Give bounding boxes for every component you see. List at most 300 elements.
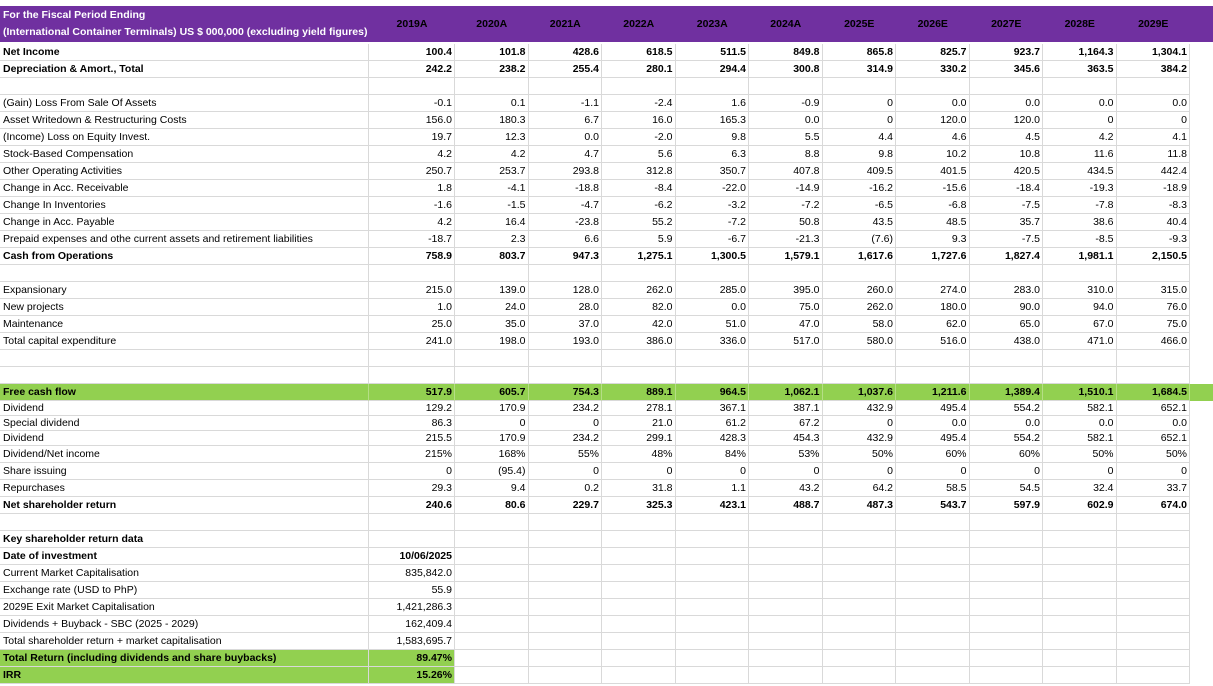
value-cell[interactable]: 4.1 <box>1117 129 1191 146</box>
value-cell[interactable]: 367.1 <box>676 401 750 416</box>
empty-cell[interactable] <box>529 667 603 684</box>
empty-cell[interactable] <box>749 548 823 565</box>
value-cell[interactable]: 387.1 <box>749 401 823 416</box>
empty-cell[interactable] <box>1043 650 1117 667</box>
empty-cell[interactable] <box>970 599 1044 616</box>
value-cell[interactable]: 495.4 <box>896 401 970 416</box>
value-cell[interactable]: 43.5 <box>823 214 897 231</box>
empty-cell[interactable] <box>823 350 897 367</box>
value-cell[interactable]: 674.0 <box>1117 497 1191 514</box>
value-cell[interactable]: 1,211.6 <box>896 384 970 401</box>
value-cell[interactable]: 294.4 <box>676 61 750 78</box>
row-label[interactable]: Net shareholder return <box>0 497 369 514</box>
value-cell[interactable]: 250.7 <box>369 163 455 180</box>
value-cell[interactable]: 86.3 <box>369 416 455 431</box>
value-cell[interactable]: 278.1 <box>602 401 676 416</box>
value-cell[interactable]: 0 <box>970 463 1044 480</box>
value-cell[interactable]: 336.0 <box>676 333 750 350</box>
empty-cell[interactable] <box>1117 531 1191 548</box>
row-label[interactable]: Free cash flow <box>0 384 369 401</box>
empty-cell[interactable] <box>970 78 1044 95</box>
value-cell[interactable]: 5.9 <box>602 231 676 248</box>
value-cell[interactable]: 234.2 <box>529 401 603 416</box>
value-cell[interactable]: 825.7 <box>896 44 970 61</box>
empty-cell[interactable] <box>676 582 750 599</box>
empty-cell[interactable] <box>1117 599 1191 616</box>
empty-cell[interactable] <box>1043 582 1117 599</box>
value-cell[interactable]: -1.6 <box>369 197 455 214</box>
value-cell[interactable]: 315.0 <box>1117 282 1191 299</box>
value-cell[interactable]: 0 <box>1043 463 1117 480</box>
value-cell[interactable]: 428.6 <box>529 44 603 61</box>
empty-cell[interactable] <box>1043 565 1117 582</box>
value-cell[interactable]: 312.8 <box>602 163 676 180</box>
row-label[interactable]: (Income) Loss on Equity Invest. <box>0 129 369 146</box>
value-cell[interactable]: 60% <box>970 446 1044 463</box>
value-cell[interactable]: -3.2 <box>676 197 750 214</box>
value-cell[interactable]: 253.7 <box>455 163 529 180</box>
value-cell[interactable]: -4.7 <box>529 197 603 214</box>
value-cell[interactable]: 50% <box>823 446 897 463</box>
empty-cell[interactable] <box>369 78 455 95</box>
empty-cell[interactable] <box>970 548 1044 565</box>
value-cell[interactable]: 67.0 <box>1043 316 1117 333</box>
key-label[interactable]: Date of investment <box>0 548 369 565</box>
value-cell[interactable]: 170.9 <box>455 431 529 446</box>
empty-cell[interactable] <box>970 650 1044 667</box>
value-cell[interactable]: -8.4 <box>602 180 676 197</box>
value-cell[interactable]: 47.0 <box>749 316 823 333</box>
value-cell[interactable]: 6.7 <box>529 112 603 129</box>
empty-cell[interactable] <box>823 633 897 650</box>
value-cell[interactable]: -7.2 <box>676 214 750 231</box>
empty-cell[interactable] <box>529 548 603 565</box>
value-cell[interactable]: 6.3 <box>676 146 750 163</box>
value-cell[interactable]: 0.0 <box>749 112 823 129</box>
value-cell[interactable]: 511.5 <box>676 44 750 61</box>
value-cell[interactable]: 5.5 <box>749 129 823 146</box>
year-header-cell[interactable]: 2025E <box>844 18 875 30</box>
value-cell[interactable]: 24.0 <box>455 299 529 316</box>
empty-cell[interactable] <box>896 265 970 282</box>
value-cell[interactable]: 1,981.1 <box>1043 248 1117 265</box>
empty-cell[interactable] <box>0 350 369 367</box>
row-label[interactable]: Asset Writedown & Restructuring Costs <box>0 112 369 129</box>
value-cell[interactable]: 384.2 <box>1117 61 1191 78</box>
empty-cell[interactable] <box>602 350 676 367</box>
value-cell[interactable]: 4.6 <box>896 129 970 146</box>
value-cell[interactable]: 62.0 <box>896 316 970 333</box>
value-cell[interactable]: 363.5 <box>1043 61 1117 78</box>
empty-cell[interactable] <box>970 367 1044 384</box>
empty-cell[interactable] <box>1043 599 1117 616</box>
value-cell[interactable]: 262.0 <box>823 299 897 316</box>
value-cell[interactable]: 260.0 <box>823 282 897 299</box>
value-cell[interactable]: 31.8 <box>602 480 676 497</box>
empty-cell[interactable] <box>0 265 369 282</box>
value-cell[interactable]: -19.3 <box>1043 180 1117 197</box>
empty-cell[interactable] <box>823 565 897 582</box>
empty-cell[interactable] <box>823 265 897 282</box>
empty-cell[interactable] <box>896 514 970 531</box>
row-label[interactable]: (Gain) Loss From Sale Of Assets <box>0 95 369 112</box>
value-cell[interactable]: 0 <box>823 95 897 112</box>
year-header-cell[interactable]: 2026E <box>917 18 948 30</box>
value-cell[interactable]: 423.1 <box>676 497 750 514</box>
empty-cell[interactable] <box>455 78 529 95</box>
empty-cell[interactable] <box>529 265 603 282</box>
value-cell[interactable]: 262.0 <box>602 282 676 299</box>
value-cell[interactable]: 434.5 <box>1043 163 1117 180</box>
value-cell[interactable]: 283.0 <box>970 282 1044 299</box>
value-cell[interactable]: 215.5 <box>369 431 455 446</box>
empty-cell[interactable] <box>676 367 750 384</box>
key-label[interactable]: Current Market Capitalisation <box>0 565 369 582</box>
value-cell[interactable]: 240.6 <box>369 497 455 514</box>
empty-cell[interactable] <box>1117 367 1191 384</box>
value-cell[interactable]: -2.0 <box>602 129 676 146</box>
value-cell[interactable]: 605.7 <box>455 384 529 401</box>
value-cell[interactable]: 29.3 <box>369 480 455 497</box>
value-cell[interactable]: 420.5 <box>970 163 1044 180</box>
empty-cell[interactable] <box>529 582 603 599</box>
row-label[interactable]: Dividend/Net income <box>0 446 369 463</box>
empty-cell[interactable] <box>749 565 823 582</box>
empty-cell[interactable] <box>602 548 676 565</box>
value-cell[interactable]: 8.8 <box>749 146 823 163</box>
value-cell[interactable]: 285.0 <box>676 282 750 299</box>
value-cell[interactable]: 35.7 <box>970 214 1044 231</box>
empty-cell[interactable] <box>749 350 823 367</box>
row-label[interactable]: Other Operating Activities <box>0 163 369 180</box>
empty-cell[interactable] <box>823 667 897 684</box>
row-label[interactable]: Share issuing <box>0 463 369 480</box>
value-cell[interactable]: 345.6 <box>970 61 1044 78</box>
empty-cell[interactable] <box>529 531 603 548</box>
value-cell[interactable]: 1,827.4 <box>970 248 1044 265</box>
empty-cell[interactable] <box>0 514 369 531</box>
value-cell[interactable]: (95.4) <box>455 463 529 480</box>
empty-cell[interactable] <box>455 265 529 282</box>
value-cell[interactable]: 32.4 <box>1043 480 1117 497</box>
value-cell[interactable]: 0.0 <box>1043 95 1117 112</box>
empty-cell[interactable] <box>823 582 897 599</box>
empty-cell[interactable] <box>1117 616 1191 633</box>
value-cell[interactable]: 0.0 <box>1117 95 1191 112</box>
empty-cell[interactable] <box>823 78 897 95</box>
value-cell[interactable]: 395.0 <box>749 282 823 299</box>
value-cell[interactable]: 0.0 <box>1117 416 1191 431</box>
empty-cell[interactable] <box>676 633 750 650</box>
value-cell[interactable]: 90.0 <box>970 299 1044 316</box>
empty-cell[interactable] <box>529 616 603 633</box>
empty-cell[interactable] <box>1117 582 1191 599</box>
value-cell[interactable]: 242.2 <box>369 61 455 78</box>
year-header-cell[interactable]: 2021A <box>549 18 581 30</box>
value-cell[interactable]: 168% <box>455 446 529 463</box>
empty-cell[interactable] <box>970 265 1044 282</box>
value-cell[interactable]: 9.3 <box>896 231 970 248</box>
value-cell[interactable]: 50% <box>1043 446 1117 463</box>
row-label[interactable]: Repurchases <box>0 480 369 497</box>
value-cell[interactable]: 618.5 <box>602 44 676 61</box>
value-cell[interactable]: -6.2 <box>602 197 676 214</box>
empty-cell[interactable] <box>455 548 529 565</box>
empty-cell[interactable] <box>1043 667 1117 684</box>
value-cell[interactable]: 964.5 <box>676 384 750 401</box>
value-cell[interactable]: 0 <box>529 416 603 431</box>
empty-cell[interactable] <box>529 367 603 384</box>
empty-cell[interactable] <box>970 616 1044 633</box>
value-cell[interactable]: 4.7 <box>529 146 603 163</box>
value-cell[interactable]: 1.0 <box>369 299 455 316</box>
value-cell[interactable]: 0.1 <box>455 95 529 112</box>
value-cell[interactable]: 6.6 <box>529 231 603 248</box>
value-cell[interactable]: 0.0 <box>676 299 750 316</box>
value-cell[interactable]: 50.8 <box>749 214 823 231</box>
value-cell[interactable]: -22.0 <box>676 180 750 197</box>
empty-cell[interactable] <box>823 531 897 548</box>
value-cell[interactable]: 401.5 <box>896 163 970 180</box>
value-cell[interactable]: 198.0 <box>455 333 529 350</box>
value-cell[interactable]: 432.9 <box>823 431 897 446</box>
row-label[interactable]: Dividend <box>0 401 369 416</box>
empty-cell[interactable] <box>1043 514 1117 531</box>
value-cell[interactable]: 10.2 <box>896 146 970 163</box>
value-cell[interactable]: 407.8 <box>749 163 823 180</box>
value-cell[interactable]: 310.0 <box>1043 282 1117 299</box>
value-cell[interactable]: 0.0 <box>529 129 603 146</box>
empty-cell[interactable] <box>896 548 970 565</box>
key-label[interactable]: Total shareholder return + market capitalisation <box>0 633 369 650</box>
value-cell[interactable]: 16.4 <box>455 214 529 231</box>
value-cell[interactable]: 0 <box>823 416 897 431</box>
value-cell[interactable]: 4.2 <box>455 146 529 163</box>
empty-cell[interactable] <box>749 514 823 531</box>
value-cell[interactable]: 65.0 <box>970 316 1044 333</box>
value-cell[interactable]: 454.3 <box>749 431 823 446</box>
value-cell[interactable]: 0 <box>749 463 823 480</box>
value-cell[interactable]: -7.5 <box>970 231 1044 248</box>
value-cell[interactable]: 754.3 <box>529 384 603 401</box>
key-value[interactable]: 1,421,286.3 <box>369 599 455 616</box>
empty-cell[interactable] <box>602 78 676 95</box>
value-cell[interactable]: 1,684.5 <box>1117 384 1191 401</box>
key-label[interactable]: IRR <box>0 667 369 684</box>
empty-cell[interactable] <box>896 350 970 367</box>
value-cell[interactable]: 314.9 <box>823 61 897 78</box>
empty-cell[interactable] <box>676 78 750 95</box>
empty-cell[interactable] <box>602 367 676 384</box>
value-cell[interactable]: 75.0 <box>749 299 823 316</box>
empty-cell[interactable] <box>970 582 1044 599</box>
year-header-cell[interactable]: 2028E <box>1064 18 1095 30</box>
value-cell[interactable]: 602.9 <box>1043 497 1117 514</box>
value-cell[interactable]: 82.0 <box>602 299 676 316</box>
value-cell[interactable]: -7.2 <box>749 197 823 214</box>
empty-cell[interactable] <box>455 633 529 650</box>
value-cell[interactable]: 238.2 <box>455 61 529 78</box>
value-cell[interactable]: 299.1 <box>602 431 676 446</box>
value-cell[interactable]: 325.3 <box>602 497 676 514</box>
header-title-cell[interactable] <box>0 6 369 42</box>
value-cell[interactable]: 580.0 <box>823 333 897 350</box>
value-cell[interactable]: 758.9 <box>369 248 455 265</box>
value-cell[interactable]: 300.8 <box>749 61 823 78</box>
year-header-cell[interactable]: 2024A <box>770 18 802 30</box>
value-cell[interactable]: -18.4 <box>970 180 1044 197</box>
empty-cell[interactable] <box>1117 78 1191 95</box>
empty-cell[interactable] <box>749 367 823 384</box>
value-cell[interactable]: 438.0 <box>970 333 1044 350</box>
value-cell[interactable]: 280.1 <box>602 61 676 78</box>
value-cell[interactable]: 471.0 <box>1043 333 1117 350</box>
value-cell[interactable]: 0 <box>676 463 750 480</box>
empty-cell[interactable] <box>970 565 1044 582</box>
empty-cell[interactable] <box>676 514 750 531</box>
key-value[interactable]: 89.47% <box>369 650 455 667</box>
row-label[interactable]: Cash from Operations <box>0 248 369 265</box>
value-cell[interactable]: 53% <box>749 446 823 463</box>
empty-cell[interactable] <box>823 514 897 531</box>
row-label[interactable]: Maintenance <box>0 316 369 333</box>
empty-cell[interactable] <box>602 531 676 548</box>
year-header-cell[interactable]: 2022A <box>623 18 655 30</box>
value-cell[interactable]: 11.6 <box>1043 146 1117 163</box>
value-cell[interactable]: 554.2 <box>970 431 1044 446</box>
value-cell[interactable]: 409.5 <box>823 163 897 180</box>
empty-cell[interactable] <box>602 514 676 531</box>
value-cell[interactable]: 350.7 <box>676 163 750 180</box>
empty-cell[interactable] <box>749 667 823 684</box>
value-cell[interactable]: 0 <box>369 463 455 480</box>
empty-cell[interactable] <box>369 514 455 531</box>
value-cell[interactable]: 597.9 <box>970 497 1044 514</box>
empty-cell[interactable] <box>455 350 529 367</box>
value-cell[interactable]: 0 <box>823 112 897 129</box>
empty-cell[interactable] <box>676 599 750 616</box>
value-cell[interactable]: 229.7 <box>529 497 603 514</box>
value-cell[interactable]: -16.2 <box>823 180 897 197</box>
row-label[interactable]: Net Income <box>0 44 369 61</box>
empty-cell[interactable] <box>676 531 750 548</box>
value-cell[interactable]: 442.4 <box>1117 163 1191 180</box>
value-cell[interactable]: 55% <box>529 446 603 463</box>
value-cell[interactable]: -14.9 <box>749 180 823 197</box>
value-cell[interactable]: 428.3 <box>676 431 750 446</box>
value-cell[interactable]: 4.2 <box>369 146 455 163</box>
value-cell[interactable]: -1.5 <box>455 197 529 214</box>
value-cell[interactable]: -9.3 <box>1117 231 1191 248</box>
value-cell[interactable]: -18.9 <box>1117 180 1191 197</box>
value-cell[interactable]: 947.3 <box>529 248 603 265</box>
empty-cell[interactable] <box>455 514 529 531</box>
value-cell[interactable]: 849.8 <box>749 44 823 61</box>
empty-cell[interactable] <box>896 565 970 582</box>
value-cell[interactable]: 516.0 <box>896 333 970 350</box>
value-cell[interactable]: 0 <box>896 463 970 480</box>
empty-cell[interactable] <box>749 265 823 282</box>
value-cell[interactable]: 0 <box>1043 112 1117 129</box>
empty-cell[interactable] <box>896 582 970 599</box>
empty-cell[interactable] <box>676 265 750 282</box>
empty-cell[interactable] <box>1043 367 1117 384</box>
empty-cell[interactable] <box>970 633 1044 650</box>
value-cell[interactable]: 64.2 <box>823 480 897 497</box>
row-label[interactable]: Depreciation & Amort., Total <box>0 61 369 78</box>
value-cell[interactable]: 803.7 <box>455 248 529 265</box>
empty-cell[interactable] <box>1043 616 1117 633</box>
value-cell[interactable]: -6.5 <box>823 197 897 214</box>
empty-cell[interactable] <box>602 599 676 616</box>
empty-cell[interactable] <box>1043 633 1117 650</box>
empty-cell[interactable] <box>676 565 750 582</box>
key-label[interactable]: Dividends + Buyback - SBC (2025 - 2029) <box>0 616 369 633</box>
empty-cell[interactable] <box>455 599 529 616</box>
empty-cell[interactable] <box>896 78 970 95</box>
value-cell[interactable]: 2,150.5 <box>1117 248 1191 265</box>
value-cell[interactable]: 35.0 <box>455 316 529 333</box>
value-cell[interactable]: 517.9 <box>369 384 455 401</box>
empty-cell[interactable] <box>602 616 676 633</box>
year-header-cell[interactable]: 2027E <box>991 18 1022 30</box>
year-header-cell[interactable]: 2019A <box>396 18 428 30</box>
value-cell[interactable]: 101.8 <box>455 44 529 61</box>
empty-cell[interactable] <box>676 650 750 667</box>
value-cell[interactable]: -21.3 <box>749 231 823 248</box>
value-cell[interactable]: 50% <box>1117 446 1191 463</box>
empty-cell[interactable] <box>676 667 750 684</box>
row-label[interactable]: Change in Acc. Payable <box>0 214 369 231</box>
value-cell[interactable]: 37.0 <box>529 316 603 333</box>
empty-cell[interactable] <box>529 650 603 667</box>
value-cell[interactable]: 180.3 <box>455 112 529 129</box>
row-label[interactable]: Change In Inventories <box>0 197 369 214</box>
value-cell[interactable]: 234.2 <box>529 431 603 446</box>
value-cell[interactable]: 1,727.6 <box>896 248 970 265</box>
value-cell[interactable]: -4.1 <box>455 180 529 197</box>
value-cell[interactable]: 38.6 <box>1043 214 1117 231</box>
value-cell[interactable]: 129.2 <box>369 401 455 416</box>
value-cell[interactable]: 466.0 <box>1117 333 1191 350</box>
row-label[interactable]: Prepaid expenses and othe current assets and retirement liabilities <box>0 231 369 248</box>
empty-cell[interactable] <box>896 599 970 616</box>
empty-cell[interactable] <box>529 78 603 95</box>
value-cell[interactable]: -6.7 <box>676 231 750 248</box>
empty-cell[interactable] <box>529 350 603 367</box>
empty-cell[interactable] <box>602 265 676 282</box>
key-value[interactable]: 835,842.0 <box>369 565 455 582</box>
value-cell[interactable]: 582.1 <box>1043 401 1117 416</box>
empty-cell[interactable] <box>749 633 823 650</box>
value-cell[interactable]: 4.5 <box>970 129 1044 146</box>
empty-cell[interactable] <box>823 599 897 616</box>
empty-cell[interactable] <box>369 350 455 367</box>
value-cell[interactable]: 10.8 <box>970 146 1044 163</box>
key-value[interactable]: 162,409.4 <box>369 616 455 633</box>
value-cell[interactable]: 0.0 <box>970 416 1044 431</box>
empty-cell[interactable] <box>602 633 676 650</box>
value-cell[interactable]: 330.2 <box>896 61 970 78</box>
value-cell[interactable]: 75.0 <box>1117 316 1191 333</box>
value-cell[interactable]: -8.5 <box>1043 231 1117 248</box>
empty-cell[interactable] <box>970 350 1044 367</box>
empty-cell[interactable] <box>1117 514 1191 531</box>
empty-cell[interactable] <box>676 548 750 565</box>
value-cell[interactable]: 255.4 <box>529 61 603 78</box>
value-cell[interactable]: -18.7 <box>369 231 455 248</box>
value-cell[interactable]: 0.0 <box>896 416 970 431</box>
